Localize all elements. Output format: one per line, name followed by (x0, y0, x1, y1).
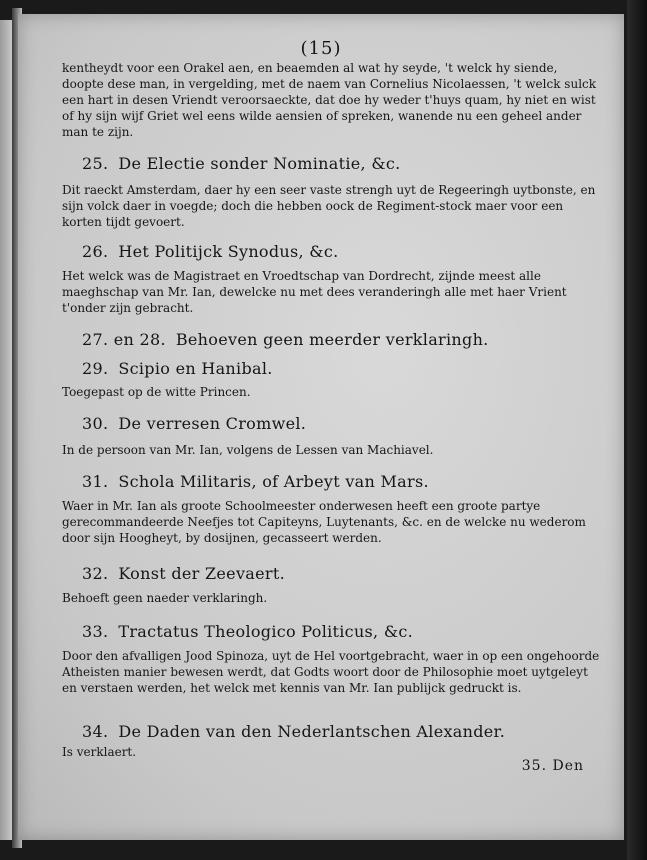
section-number: 29. (82, 359, 109, 378)
section-title: Scipio en Hanibal. (118, 359, 273, 378)
section-body-30: In de persoon van Mr. Ian, volgens de Lessen van Machiavel. (62, 443, 434, 457)
section-body-32: Behoeft geen naeder verklaringh. (62, 591, 268, 605)
section-title: De verresen Cromwel. (118, 414, 307, 433)
section-title: Schola Militaris, of Arbeyt van Mars. (118, 472, 429, 491)
section-number: 26. (82, 242, 109, 261)
section-body-25: Dit raeckt Amsterdam, daer hy een seer vaste strengh uyt de Regeeringh uytbonste, en sijn volck daer in voegde; doch die hebben oock de Regiment-stock maer voor een korten tijdt gevoert. (62, 183, 596, 229)
section-title: Tractatus Theologico Politicus, &c. (118, 622, 414, 641)
section-number: 31. (82, 472, 109, 491)
section-heading-29 (82, 359, 602, 379)
section-heading-30 (82, 414, 602, 434)
background-edge (627, 0, 647, 860)
section-title: Het Politijck Synodus, &c. (118, 242, 339, 261)
section-body-26: Het welck was de Magistraet en Vroedtschap van Dordrecht, zijnde meest alle maeghschap van Mr. Ian, dewelcke nu met dees veranderingh alle met haer Vrient t'onder zijn gebracht. (62, 269, 567, 315)
section-body-33: Door den afvalligen Jood Spinoza, uyt de Hel voortgebracht, waer in op een ongehoorde Atheisten manier bewesen werdt, dat Godts woort door de Philosophie moet uytgeleyt en verstaen werden, het welck met kennis van Mr. Ian publijck gedruckt is. (62, 649, 600, 695)
section-heading-25 (82, 154, 602, 174)
section-title: Behoeven geen meerder verklaringh. (175, 330, 489, 349)
section-heading-32 (82, 564, 602, 584)
section-heading-31 (82, 472, 602, 492)
section-heading-27-28 (82, 330, 602, 350)
section-heading-26 (82, 242, 602, 262)
section-heading-34 (82, 722, 602, 742)
section-body-31: Waer in Mr. Ian als groote Schoolmeester onderwesen heeft een groote partye gerecommandeerde Neefjes tot Capiteyns, Luytenants, &c. en de welcke nu wederom door sijn Hoogheyt, by dosijnen, gecasseert werden. (62, 499, 586, 545)
section-number: 34. (82, 722, 109, 741)
catchword: 35. Den (521, 758, 584, 774)
section-number: 27. en 28. (82, 330, 166, 349)
section-number: 32. (82, 564, 109, 583)
page-number: (15) (300, 38, 342, 59)
section-number: 30. (82, 414, 109, 433)
intro-paragraph: kentheydt voor een Orakel aen, en beaemden al wat hy seyde, 't welck hy siende, doopte dese man, in vergelding, met de naem van Cornelius Nicolaessen, 't welck sulck een hart in desen Vriendt veroorsaeckte, dat doe hy weder t'huys quam, hy niet en wist of hy sijn wijf Griet wel eens wilde aensien of spreken, wanende nu een geheel ander man te zijn. (62, 61, 597, 139)
book-page (18, 14, 624, 840)
section-number: 25. (82, 154, 109, 173)
section-body-34: Is verklaert. (62, 745, 137, 759)
section-body-29: Toegepast op de witte Princen. (62, 385, 251, 399)
section-heading-33 (82, 622, 602, 642)
section-number: 33. (82, 622, 109, 641)
section-title: Konst der Zeevaert. (118, 564, 285, 583)
section-title: De Electie sonder Nominatie, &c. (118, 154, 401, 173)
section-title: De Daden van den Nederlantschen Alexander. (118, 722, 506, 741)
